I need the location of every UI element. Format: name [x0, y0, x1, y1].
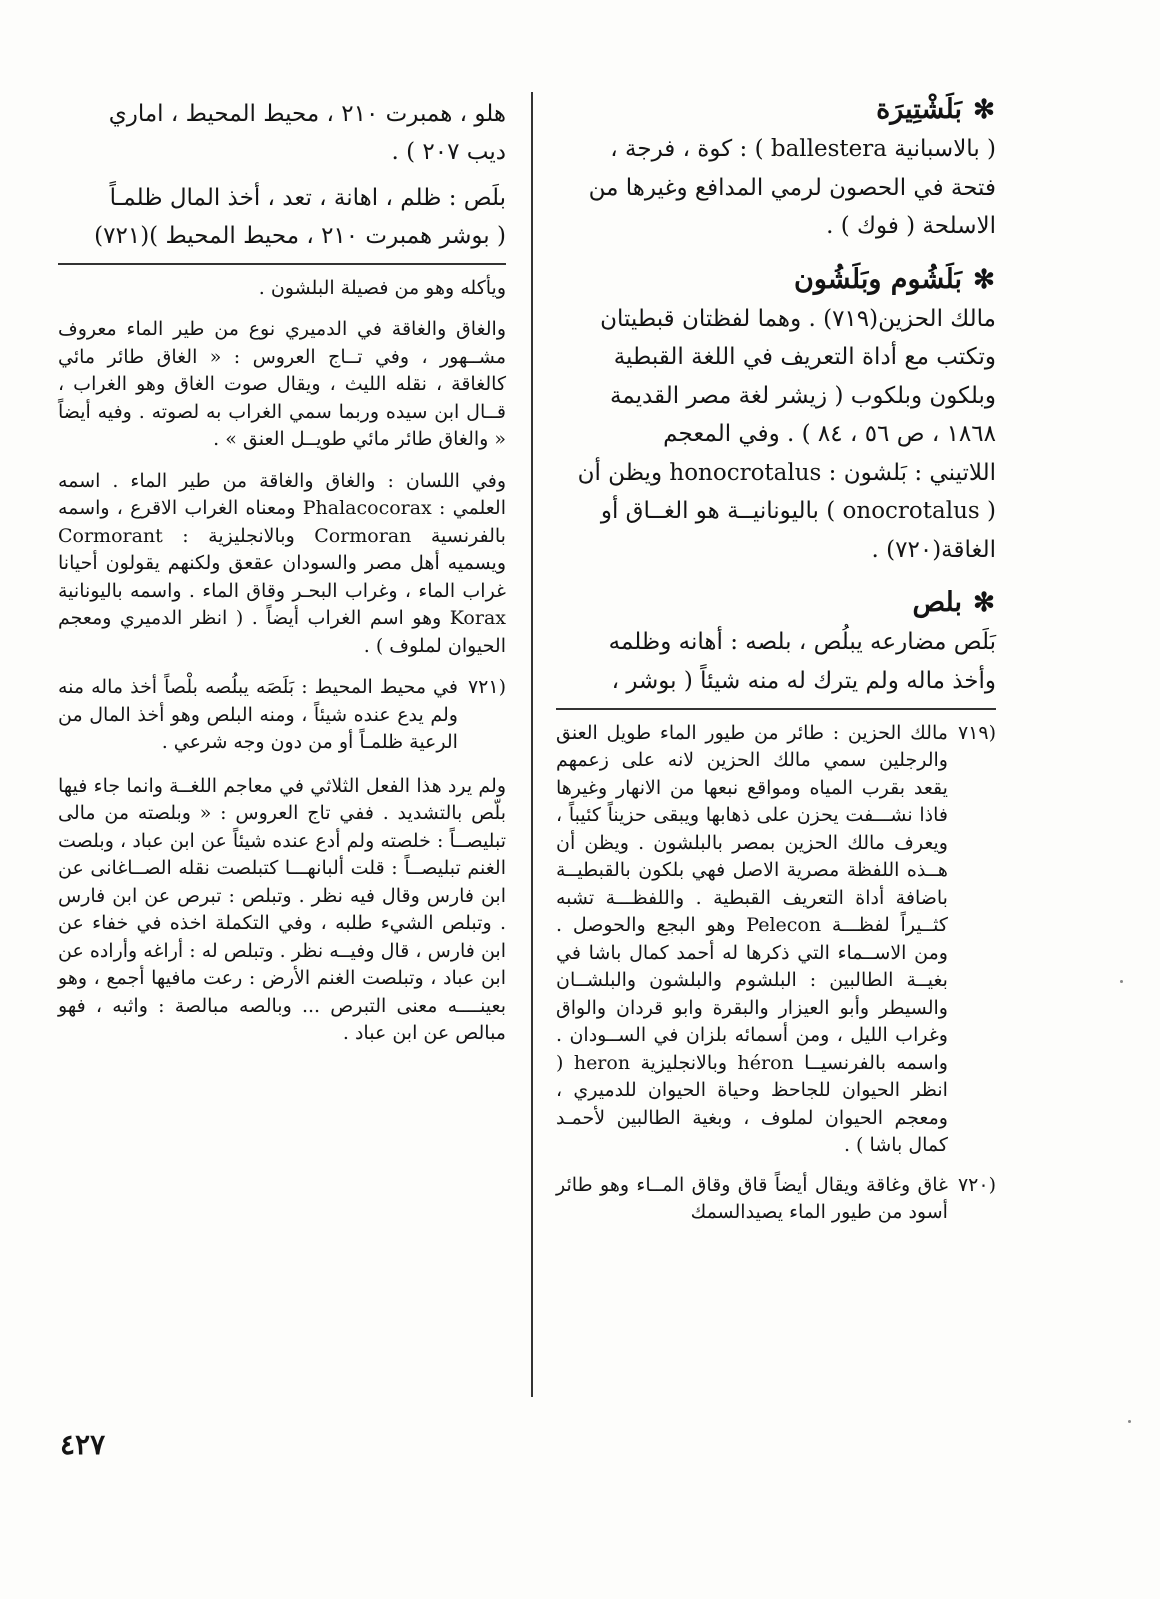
text-line: هلو ، همبرت ٢١٠ ، محيط المحيط ، اماري	[108, 101, 506, 127]
text-line: وتكتب مع أداة التعريف في اللغة القبطية	[613, 344, 996, 370]
text-line: وبلكون وبلكوب ( زيشر لغة مصر القديمة	[609, 382, 996, 409]
footnote-paragraph: وفي اللسان : والغاق والغاقة من طير الماء . اسمه العلمي : Phalacocorax ومعناه الغراب الاقرع ، واسمه بالفرنسية Cormoran وبالانجليزية : Cormorant ويسميه أهل مصر والسودان عقعق ولكنهم يقولون أحيانا غراب الماء ، وغراب البحـر وقاق الماء . واسمه باليونانية Korax وهو اسم الغراب أيضاً . ( انظر الدميري ومعجم الحيوان لملوف ) .	[58, 469, 506, 657]
text-line: فتحة في الحصون لرمي المدافع وغيرها من	[588, 174, 996, 201]
text-line: ( بالاسبانية ballestera ) : كوة ، فرجة ،	[610, 136, 996, 162]
text-line: بلَص : ظلم ، اهانة ، تعد ، أخذ المال ظلمـاً	[109, 185, 506, 211]
dictionary-entry	[556, 260, 996, 570]
text-line: ( onocrotalus ) باليونانيــة هو الغــاق أو	[600, 498, 996, 524]
scan-speck	[1128, 1420, 1131, 1423]
headword: بلص	[912, 587, 962, 618]
left-column	[58, 95, 506, 1062]
dictionary-entry	[556, 90, 996, 246]
entry-heading	[556, 583, 996, 623]
footnote-paragraph: والغاق والغاقة في الدميري نوع من طير الماء معروف مشــهور ، وفي تــاج العروس : « الغاق طائر مائي كالغاقة ، نقله الليث ، ويقال صوت الغاق وهو الغراب ، قــال ابن سيده وربما سمي الغراب به لصوته . وفيه أيضاً « والغاق طائر مائي طويــل العنق » .	[58, 318, 506, 450]
asterisk-marker-icon: ✻	[973, 95, 995, 125]
footnote-separator	[556, 708, 996, 710]
footnote-text: غاق وغاقة ويقال أيضاً قاق وقاق المــاء وهو طائر أسود من طيور الماء يصيدالسمك	[556, 1173, 948, 1223]
scan-speck	[1120, 980, 1123, 983]
footnote	[58, 674, 506, 757]
headword: بَلَشْتِيرَة	[876, 94, 962, 125]
footnote-number: (٧٢٠	[957, 1173, 996, 1196]
text-line: وأخذ ماله ولم يترك له منه شيئاً ( بوشر ،	[611, 667, 996, 694]
headword: بَلَشُوم وبَلَشُون	[794, 263, 962, 295]
footnote-paragraph: ويأكله وهو من فصيلة البلشون .	[258, 276, 506, 299]
column-divider	[531, 92, 533, 1397]
footnote-number: (٧٢١	[467, 676, 506, 698]
entry-heading	[556, 260, 996, 300]
continuation-text	[58, 95, 506, 171]
footnote-paragraph: ولم يرد هذا الفعل الثلاثي في معاجم اللغــة وانما جاء فيها بلّص بالتشديد . ففي تاج العروس : « وبلصته من مالى تبليصــاً : خلصته ولم أدع عنده شيئاً عن ابن عباد ، وبلصت الغنم تبليصــاً : قلت ألبانهـــا كتبلصت نقله الصــاغانى عن ابن فارس وقال فيه نظر . وتبلص : تبرص عن ابن فارس . وتبلص الشيء طلبه ، وفي التكملة اخذه في خفاء عن ابن فارس ، قال وفيــه نظر . وتبلص له : أراغه وأراده عن ابن عباد ، وتبلصت الغنم الأرض : رعت مافيها أجمع ، وهو بعينــــه معنى التبرص ... وبالصه مبالصة : واثبه ، فهو مبالص عن ابن عباد .	[58, 774, 506, 1044]
text-line: بَلَص مضارعه يبلُص ، بلصه : أهانه وظلمه	[608, 629, 996, 655]
entry-body	[556, 130, 996, 246]
entry-heading	[556, 90, 996, 130]
text-line: اللاتيني : بَلشون : honocrotalus ويظن أن	[577, 459, 996, 486]
footnote-number: (٧١٩	[957, 721, 996, 744]
text-line: ١٨٦٨ ، ص ٥٦ ، ٨٤ ) . وفي المعجم	[663, 421, 996, 447]
asterisk-marker-icon: ✻	[973, 588, 995, 618]
footnote-text: في محيط المحيط : بَلَصَه يبلُصه بلْصاً أخذ ماله منه ولم يدع عنده شيئاً ، ومنه البلص وهو أخذ المال من الرعية ظلمـاً أو من دون وجه شرعي .	[58, 676, 458, 753]
right-column	[556, 90, 996, 1227]
text-line: مالك الحزين(٧١٩) . وهما لفظتان قبطيتان	[600, 305, 996, 332]
text-line: الاسلحة ( فوك ) .	[826, 213, 996, 239]
definition-text	[58, 179, 506, 255]
dictionary-entry	[556, 583, 996, 700]
entry-body	[556, 623, 996, 700]
text-line: ديب ٢٠٧ ) .	[391, 139, 506, 165]
entry-body	[556, 300, 996, 570]
text-line: ( بوشر همبرت ٢١٠ ، محيط المحيط )(٧٢١)	[94, 223, 506, 249]
footnote	[556, 720, 996, 1160]
footnote-separator	[58, 263, 506, 265]
asterisk-marker-icon: ✻	[973, 264, 995, 295]
footnote	[556, 1172, 996, 1227]
text-line: الغاقة(٧٢٠) .	[871, 536, 996, 563]
page-number: ٤٢٧	[60, 1428, 106, 1461]
footnote-text: مالك الحزين : طائر من طيور الماء طويل العنق والرجلين سمي مالك الحزين لانه على زعمهم يقعد بقرب المياه ومواقع نبعها من الانهار وغيرها فاذا نشـــفت يحزن على ذهابها ويبقى حزيناً كئيباً ، ويعرف مالك الحزين بمصر بالبلشون . ويظن أن هــذه اللفظة مصرية الاصل فهي بلكون بالقبطيــة باضافة أداة التعريف القبطية . واللفظـــة تشبه كثــيراً لفظـــة Pelecon وهو البجع والحوصل . ومن الاســماء التي ذكرها له أحمد كمال باشا في بغيــة الطالبين : البلشوم والبلشون والبلشــان والسيطر وأبو العيزار والبقرة وابو قردان والواق وغراب الليل ، ومن أسمائه بلزان في الســودان . واسمه بالفرنسيــا héron وبالانجليزية heron ( انظر الحيوان للجاحظ وحياة الحيوان للدميري ، ومعجم الحيوان لملوف ، وبغية الطالبين لأحمـد كمال باشا ) .	[556, 721, 948, 1156]
